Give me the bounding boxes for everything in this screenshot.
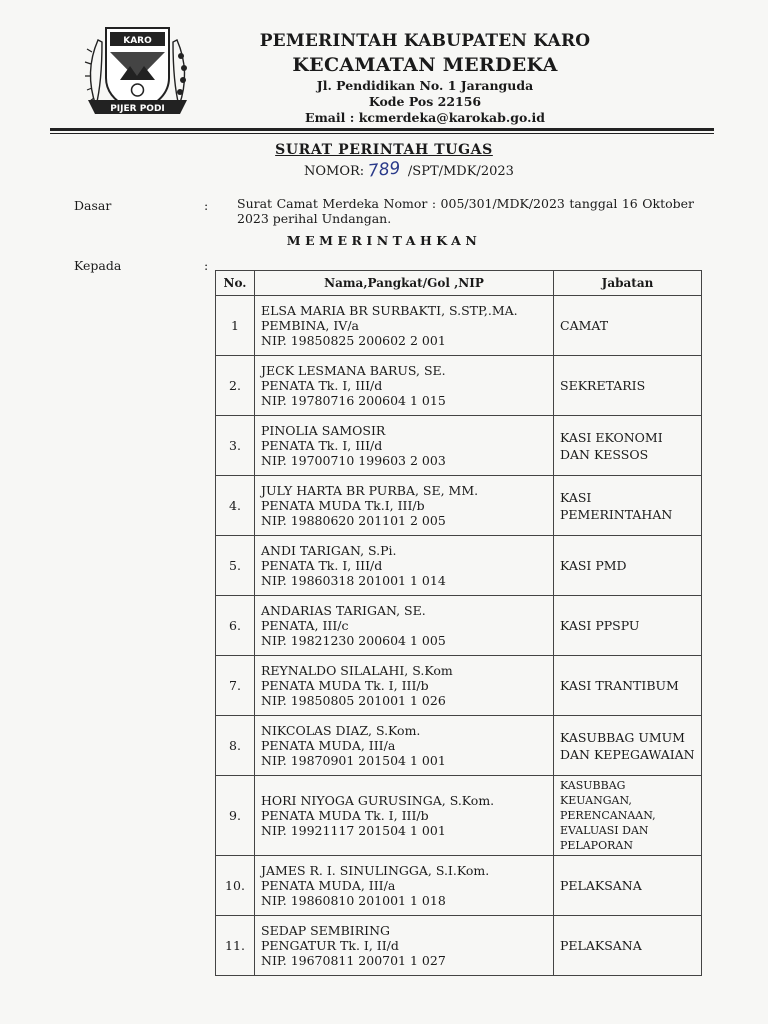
row-no: 10.	[216, 856, 255, 916]
row-rank: PENATA Tk. I, III/d	[261, 558, 383, 573]
table-row	[216, 536, 702, 596]
row-nip: NIP. 19870901 201504 1 001	[261, 753, 446, 768]
row-jabatan: SEKRETARIS	[554, 356, 702, 416]
row-nama	[255, 916, 554, 976]
row-no: 6.	[216, 596, 255, 656]
row-no: 3.	[216, 416, 255, 476]
memerintahkan-heading: MEMERINTAHKAN	[286, 233, 482, 248]
row-jabatan: KASI PPSPU	[554, 596, 702, 656]
table-row	[216, 856, 702, 916]
row-name: PINOLIA SAMOSIR	[261, 423, 386, 438]
letterhead-divider-thin	[50, 133, 714, 134]
dasar-text: Surat Camat Merdeka Nomor : 005/301/MDK/2023 tanggal 16 Oktober 2023 perihal Undangan.	[237, 196, 694, 226]
row-jabatan: KASUBBAG UMUM DAN KEPEGAWAIAN	[554, 716, 702, 776]
letterhead-divider-thick	[50, 128, 714, 131]
email: Email : kcmerdeka@karokab.go.id	[305, 110, 545, 125]
table-row	[216, 296, 702, 356]
row-nama	[255, 536, 554, 596]
row-name: ANDI TARIGAN, S.Pi.	[261, 543, 397, 558]
row-name: SEDAP SEMBIRING	[261, 923, 391, 938]
document-number	[304, 160, 514, 180]
row-name: JAMES R. I. SINULINGGA, S.I.Kom.	[261, 863, 490, 878]
row-nama	[255, 856, 554, 916]
nomor-suffix: /SPT/MDK/2023	[407, 164, 514, 179]
row-rank: PENGATUR Tk. I, II/d	[261, 938, 399, 953]
row-rank: PEMBINA, IV/a	[261, 318, 359, 333]
row-no: 9.	[216, 776, 255, 856]
row-rank: PENATA MUDA Tk. I, III/b	[261, 808, 429, 823]
row-rank: PENATA Tk. I, III/d	[261, 378, 383, 393]
regency-emblem	[80, 22, 195, 122]
row-nama	[255, 776, 554, 856]
row-jabatan: KASI PEMERINTAHAN	[554, 476, 702, 536]
row-jabatan: CAMAT	[554, 296, 702, 356]
row-nip: NIP. 19670811 200701 1 027	[261, 953, 446, 968]
row-no: 2.	[216, 356, 255, 416]
row-jabatan: KASI PMD	[554, 536, 702, 596]
table-row	[216, 416, 702, 476]
row-no: 11.	[216, 916, 255, 976]
row-nama	[255, 296, 554, 356]
row-nama	[255, 596, 554, 656]
row-nip: NIP. 19780716 200604 1 015	[261, 393, 446, 408]
row-rank: PENATA, III/c	[261, 618, 349, 633]
row-rank: PENATA MUDA Tk.I, III/b	[261, 498, 425, 513]
district-name: KECAMATAN MERDEKA	[292, 54, 558, 76]
row-nip: NIP. 19921117 201504 1 001	[261, 823, 446, 838]
row-nip: NIP. 19850825 200602 2 001	[261, 333, 446, 348]
kepada-colon: :	[204, 258, 209, 273]
header-nama: Nama,Pangkat/Gol ,NIP	[255, 271, 554, 296]
table-row	[216, 916, 702, 976]
row-jabatan: KASUBBAG KEUANGAN, PERENCANAAN, EVALUASI DAN PELAPORAN	[554, 776, 702, 856]
row-name: JULY HARTA BR PURBA, SE, MM.	[261, 483, 479, 498]
header-no: No.	[216, 271, 255, 296]
table-row	[216, 716, 702, 776]
table-row	[216, 656, 702, 716]
government-name: PEMERINTAH KABUPATEN KARO	[259, 31, 591, 51]
row-nama	[255, 656, 554, 716]
row-name: JECK LESMANA BARUS, SE.	[261, 363, 446, 378]
row-nip: NIP. 19860318 201001 1 014	[261, 573, 446, 588]
dasar-colon: :	[204, 198, 209, 213]
row-nip: NIP. 19850805 201001 1 026	[261, 693, 446, 708]
emblem-top-text: KARO	[123, 36, 152, 46]
table-header-row	[216, 271, 702, 296]
row-rank: PENATA MUDA, III/a	[261, 738, 396, 753]
row-nip: NIP. 19821230 200604 1 005	[261, 633, 446, 648]
row-no: 4.	[216, 476, 255, 536]
table-row	[216, 356, 702, 416]
row-no: 7.	[216, 656, 255, 716]
row-jabatan: PELAKSANA	[554, 916, 702, 976]
row-rank: PENATA MUDA, III/a	[261, 878, 396, 893]
personnel-table	[215, 270, 702, 976]
nomor-handwritten: 789	[367, 158, 402, 182]
header-jabatan: Jabatan	[554, 271, 702, 296]
row-name: HORI NIYOGA GURUSINGA, S.Kom.	[261, 793, 495, 808]
row-jabatan: PELAKSANA	[554, 856, 702, 916]
postal-code: Kode Pos 22156	[368, 94, 482, 109]
row-nip: NIP. 19700710 199603 2 003	[261, 453, 446, 468]
row-no: 5.	[216, 536, 255, 596]
row-no: 1	[216, 296, 255, 356]
row-nama	[255, 716, 554, 776]
row-jabatan: KASI TRANTIBUM	[554, 656, 702, 716]
table-row	[216, 776, 702, 856]
dasar-label: Dasar	[74, 198, 112, 213]
nomor-prefix: NOMOR:	[304, 164, 365, 179]
row-nip: NIP. 19860810 201001 1 018	[261, 893, 446, 908]
kepada-label: Kepada	[74, 258, 122, 273]
table-row	[216, 476, 702, 536]
row-name: REYNALDO SILALAHI, S.Kom	[261, 663, 453, 678]
emblem-motto: PIJER PODI	[110, 104, 165, 114]
row-nama	[255, 416, 554, 476]
row-name: NIKCOLAS DIAZ, S.Kom.	[261, 723, 421, 738]
address: Jl. Pendidikan No. 1 Jaranguda	[316, 78, 534, 93]
row-nama	[255, 356, 554, 416]
row-nama	[255, 476, 554, 536]
row-name: ELSA MARIA BR SURBAKTI, S.STP,.MA.	[261, 303, 518, 318]
row-nip: NIP. 19880620 201101 2 005	[261, 513, 446, 528]
row-rank: PENATA Tk. I, III/d	[261, 438, 383, 453]
letterhead	[200, 30, 650, 126]
document-title: SURAT PERINTAH TUGAS	[275, 142, 493, 158]
table-row	[216, 596, 702, 656]
row-jabatan: KASI EKONOMI DAN KESSOS	[554, 416, 702, 476]
row-rank: PENATA MUDA Tk. I, III/b	[261, 678, 429, 693]
row-no: 8.	[216, 716, 255, 776]
row-name: ANDARIAS TARIGAN, SE.	[261, 603, 426, 618]
